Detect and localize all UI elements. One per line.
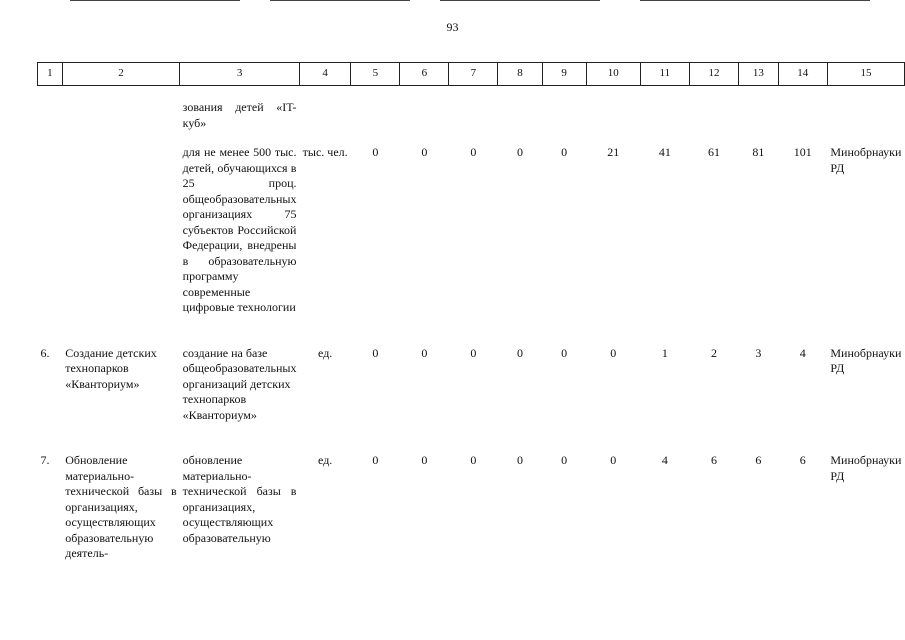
page-number: 93	[446, 20, 459, 34]
value-cell: 0	[470, 345, 477, 360]
value-cell: 0	[372, 345, 379, 360]
value-cell	[400, 100, 449, 131]
column-header: 12	[689, 63, 738, 86]
table-row	[38, 346, 905, 424]
unit: ед.	[318, 345, 333, 360]
value-cell: 0	[372, 145, 379, 159]
column-header: 6	[400, 63, 449, 86]
value-cell: 2	[711, 345, 718, 360]
value-cell: 0	[610, 453, 617, 467]
value-cell: 21	[607, 145, 620, 159]
value-cell: 41	[658, 145, 671, 159]
value-cell: 0	[372, 453, 379, 467]
event-name	[62, 145, 179, 316]
value-cell: 4	[661, 453, 668, 467]
column-header: 9	[542, 63, 586, 86]
column-header: 11	[640, 63, 689, 86]
event-name: Создание детских технопарков «Кванториум»	[65, 345, 157, 391]
value-cell: 6	[799, 453, 806, 467]
table-row	[38, 145, 905, 316]
value-cell: 0	[421, 345, 428, 360]
value-cell: 0	[516, 345, 523, 360]
top-rule	[640, 0, 870, 1]
value-cell: 0	[561, 453, 568, 467]
unit: тыс. чел.	[302, 145, 348, 159]
value-cell	[449, 100, 498, 131]
indicator-text: зования детей «IT-куб»	[182, 100, 297, 130]
table-row	[38, 100, 905, 131]
header-row	[38, 63, 905, 86]
value-cell	[542, 100, 586, 131]
value-cell: 0	[516, 453, 523, 467]
value-cell: 0	[421, 453, 428, 467]
value-cell: 101	[793, 145, 812, 159]
value-cell: 6	[711, 453, 718, 467]
responsible-org: Минобрнауки РД	[830, 145, 902, 175]
column-header: 14	[778, 63, 827, 86]
column-header: 4	[299, 63, 350, 86]
top-rule	[440, 0, 600, 1]
value-cell: 0	[561, 345, 568, 360]
value-cell: 0	[516, 145, 523, 159]
unit: ед.	[318, 453, 333, 467]
top-rule	[270, 0, 410, 1]
row-number	[38, 145, 63, 316]
value-cell	[640, 100, 689, 131]
indicators-table	[37, 62, 905, 562]
column-header: 5	[351, 63, 400, 86]
unit	[299, 100, 350, 131]
value-cell: 61	[708, 145, 721, 159]
value-cell	[586, 100, 640, 131]
value-cell: 4	[799, 345, 806, 360]
column-header: 15	[827, 63, 904, 86]
indicator-text: создание на базе общеобразовательных организаций детских технопарков «Кванториум»	[182, 345, 297, 422]
table-row	[38, 453, 905, 562]
indicator-text: обновление материально-технической базы в организациях, осуществляющих образовательную	[182, 453, 297, 545]
indicator-text: для не менее 500 тыс. детей, обучающихся в 25 проц. общеобразовательных организациях 75 субъектов Российской Федерации, внедрены в образовательную программу современные цифровые технологии	[182, 145, 297, 314]
column-header: 8	[498, 63, 542, 86]
value-cell	[739, 100, 778, 131]
value-cell: 0	[470, 145, 477, 159]
value-cell	[498, 100, 542, 131]
event-name: Обновление материально-технической базы в организациях, осуществляющих образовательную деятель-	[65, 453, 177, 560]
value-cell: 0	[470, 453, 477, 467]
column-header: 3	[180, 63, 300, 86]
value-cell: 6	[755, 453, 762, 467]
row-number: 7.	[40, 453, 50, 467]
value-cell	[351, 100, 400, 131]
responsible-org: Минобрнауки РД	[830, 453, 902, 483]
column-header: 7	[449, 63, 498, 86]
column-header: 1	[38, 63, 63, 86]
top-rule	[70, 0, 240, 1]
value-cell: 3	[755, 345, 762, 360]
value-cell: 0	[561, 145, 568, 159]
column-header: 2	[62, 63, 179, 86]
value-cell: 81	[752, 145, 765, 159]
column-header: 13	[739, 63, 778, 86]
value-cell: 0	[610, 345, 617, 360]
row-number	[38, 100, 63, 131]
value-cell: 1	[661, 345, 668, 360]
responsible-org: Минобрнауки РД	[830, 345, 902, 375]
value-cell	[689, 100, 738, 131]
value-cell: 0	[421, 145, 428, 159]
row-number: 6.	[40, 345, 50, 360]
column-header: 10	[586, 63, 640, 86]
value-cell	[778, 100, 827, 131]
event-name	[62, 100, 179, 131]
responsible-org	[827, 100, 904, 131]
